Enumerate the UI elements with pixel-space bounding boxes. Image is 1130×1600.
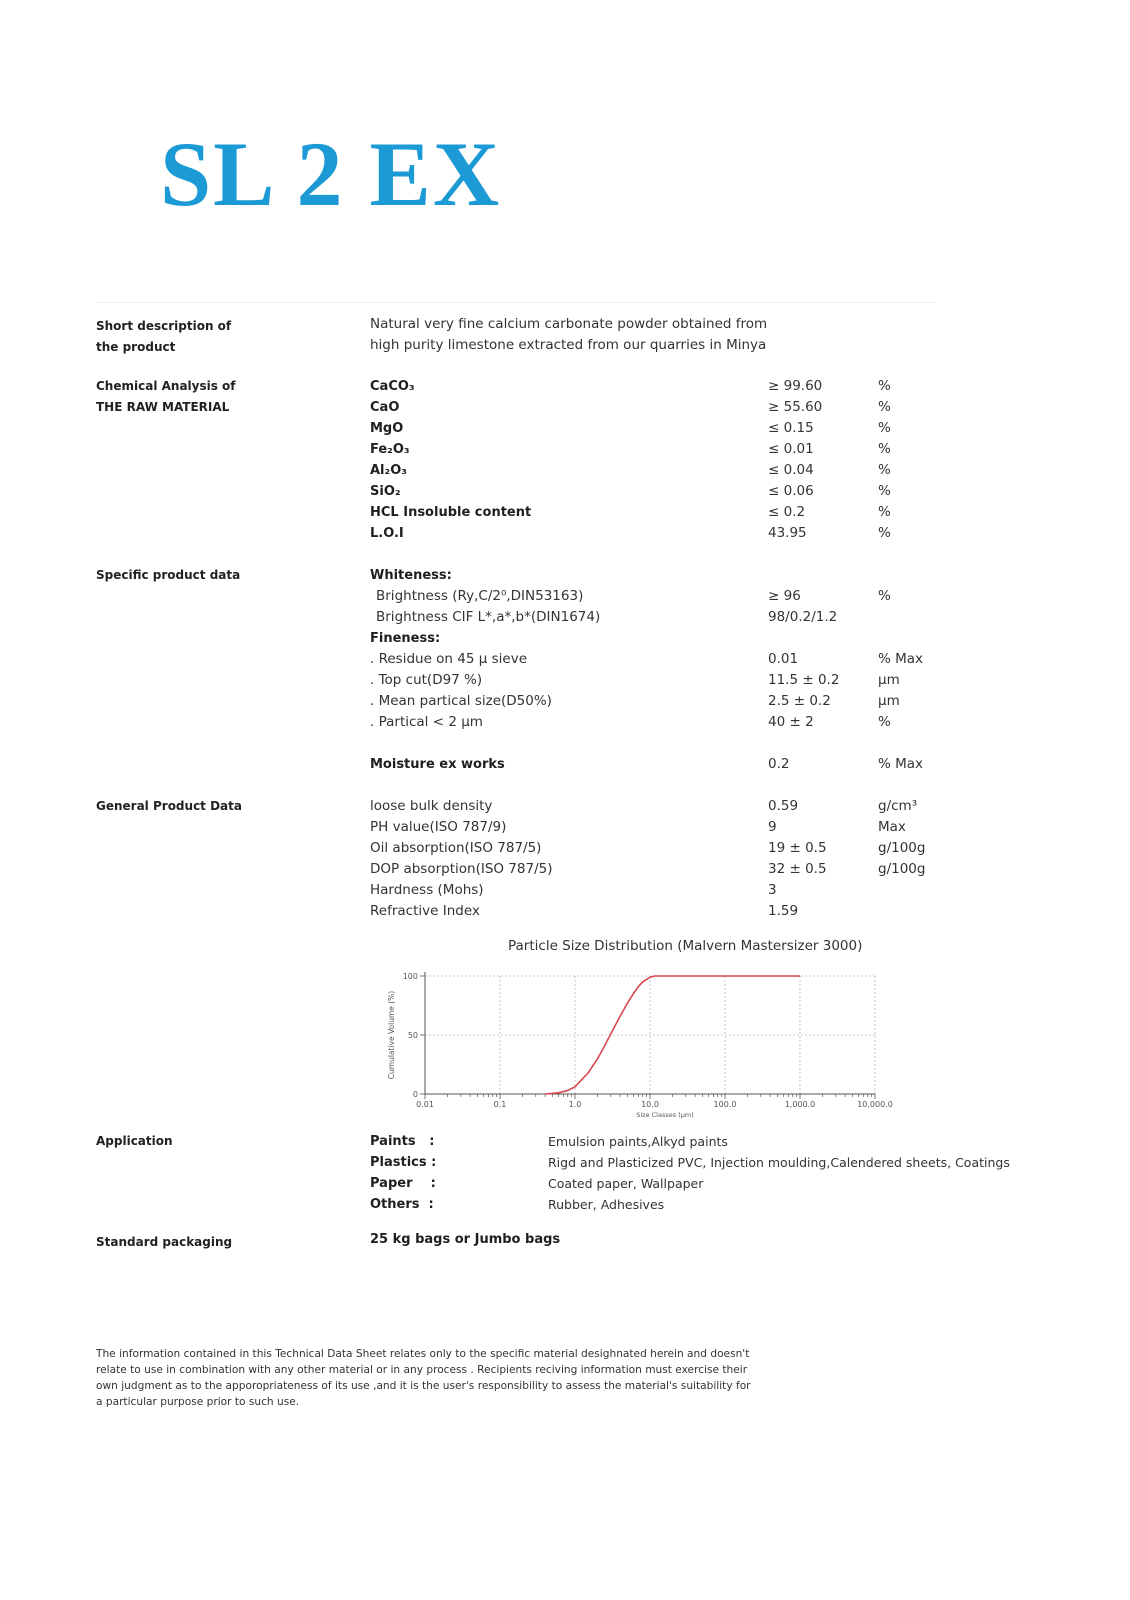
heading-text: Fineness: <box>370 631 441 646</box>
x-axis-label: Size Classes (µm) <box>636 1111 694 1119</box>
row-value: 98/0.2/1.2 <box>768 609 838 625</box>
row-unit: % <box>878 441 891 457</box>
general-row-bulk-density <box>0 796 1130 817</box>
row-value: 1.59 <box>768 903 799 919</box>
row-value: 40 ± 2 <box>768 714 814 730</box>
row-unit: g/100g <box>878 861 926 877</box>
spec-row-moisture <box>0 754 1130 775</box>
row-unit: Max <box>878 819 906 835</box>
application-value: Emulsion paints,Alkyd paints <box>548 1134 728 1149</box>
row-unit: % <box>878 588 891 604</box>
row-value: 0.2 <box>768 756 790 772</box>
spec-row-brightness <box>0 586 1130 607</box>
row-name: Moisture ex works <box>370 757 505 772</box>
application-value: Rubber, Adhesives <box>548 1197 665 1212</box>
row-name: MgO <box>370 421 404 436</box>
spec-row-partical-2um <box>0 712 1130 733</box>
short-description-text <box>370 314 767 356</box>
row-name: Refractive Index <box>370 903 480 919</box>
row-name: DOP absorption(ISO 787/5) <box>370 861 553 877</box>
general-row-oil-absorption <box>0 838 1130 859</box>
chem-row-mgo <box>0 418 1130 439</box>
disclaimer-line: The information contained in this Technical Data Sheet relates only to the specific material desighnated herein and doesn't <box>96 1348 750 1360</box>
specific-product-data-label: Specific product data <box>96 568 241 582</box>
chem-row-cao <box>0 397 1130 418</box>
application-label: Application <box>96 1134 173 1148</box>
application-row-others <box>0 1194 1130 1215</box>
row-name: Brightness CIF L*,a*,b*(DIN1674) <box>376 609 601 625</box>
application-row-paper <box>0 1173 1130 1194</box>
label-line: THE RAW MATERIAL <box>96 400 230 414</box>
application-key: Plastics : <box>370 1155 437 1170</box>
row-name: . Top cut(D97 %) <box>370 672 483 688</box>
row-unit: % <box>878 483 891 499</box>
chem-row-sio2 <box>0 481 1130 502</box>
row-unit: % <box>878 462 891 478</box>
label-line: the product <box>96 340 176 354</box>
row-unit: % <box>878 504 891 520</box>
description-line: high purity limestone extracted from our quarries in Minya <box>370 337 767 353</box>
row-unit: % <box>878 399 891 415</box>
row-name: loose bulk density <box>370 798 493 814</box>
whiteness-heading <box>0 565 1130 586</box>
application-row-plastics <box>0 1152 1130 1173</box>
disclaimer-line: own judgment as to the apporopriateness of its use ,and it is the user's responsibility to assess the material's suitability for <box>96 1380 751 1392</box>
x-tick-label: 1,000.0 <box>784 1100 816 1109</box>
row-unit: % <box>878 420 891 436</box>
row-value: 0.01 <box>768 651 799 667</box>
application-value: Coated paper, Wallpaper <box>548 1176 704 1191</box>
row-name: . Mean partical size(D50%) <box>370 693 552 709</box>
row-value: 2.5 ± 0.2 <box>768 693 831 709</box>
standard-packaging-value: 25 kg bags or Jumbo bags <box>370 1232 561 1247</box>
application-key: Paper : <box>370 1176 436 1191</box>
row-name: Oil absorption(ISO 787/5) <box>370 840 542 856</box>
row-unit: µm <box>878 672 900 688</box>
label-line: Short description of <box>96 319 232 333</box>
row-name: CaCO₃ <box>370 379 415 394</box>
general-row-refractive-index <box>0 901 1130 922</box>
x-tick-label: 10,000.0 <box>857 1100 893 1109</box>
chem-row-al2o3 <box>0 460 1130 481</box>
x-tick-label: 0.1 <box>493 1100 507 1109</box>
row-unit: % Max <box>878 651 924 667</box>
fineness-heading <box>0 628 1130 649</box>
row-name: . Partical < 2 µm <box>370 714 483 730</box>
spec-row-brightness-cif <box>0 607 1130 628</box>
divider-line <box>96 302 936 303</box>
y-axis-label: Cumulative Volume (%) <box>387 990 396 1080</box>
row-value: 43.95 <box>768 525 807 541</box>
row-value: 0.59 <box>768 798 799 814</box>
row-value: ≤ 0.01 <box>768 441 814 457</box>
short-description-label <box>96 316 231 358</box>
disclaimer <box>96 1346 751 1410</box>
x-tick-label: 10.0 <box>641 1100 659 1109</box>
row-unit: µm <box>878 693 900 709</box>
x-tick-label: 0.01 <box>416 1100 434 1109</box>
chem-row-loi <box>0 523 1130 544</box>
row-unit: g/100g <box>878 840 926 856</box>
row-unit: % <box>878 714 891 730</box>
chem-row-fe2o3 <box>0 439 1130 460</box>
label-line: Chemical Analysis of <box>96 379 236 393</box>
heading-text: Whiteness: <box>370 568 452 583</box>
x-tick-label: 1.0 <box>568 1100 582 1109</box>
row-name: L.O.I <box>370 526 404 541</box>
row-value: 9 <box>768 819 777 835</box>
product-title: SL 2 EX <box>160 123 502 225</box>
row-name: PH value(ISO 787/9) <box>370 819 507 835</box>
general-row-hardness <box>0 880 1130 901</box>
y-tick-label: 100 <box>402 972 418 981</box>
application-row-paints <box>0 1131 1130 1152</box>
row-unit: % <box>878 378 891 394</box>
row-value: ≥ 55.60 <box>768 399 823 415</box>
disclaimer-line: relate to use in combination with any other material or in any process . Recipients reciving information must exercise their <box>96 1364 748 1376</box>
row-value: 19 ± 0.5 <box>768 840 827 856</box>
row-value: ≤ 0.04 <box>768 462 814 478</box>
spec-row-top-cut <box>0 670 1130 691</box>
row-value: ≤ 0.15 <box>768 420 814 436</box>
row-name: HCL Insoluble content <box>370 505 532 520</box>
spec-row-residue <box>0 649 1130 670</box>
general-product-data-label: General Product Data <box>96 799 242 813</box>
row-name: Brightness (Ry,C/2⁰,DIN53163) <box>376 588 584 604</box>
spec-row-mean-size <box>0 691 1130 712</box>
row-value: ≤ 0.06 <box>768 483 814 499</box>
application-value: Rigd and Plasticized PVC, Injection moulding,Calendered sheets, Coatings <box>548 1155 1010 1170</box>
standard-packaging-label: Standard packaging <box>96 1235 233 1249</box>
row-value: 32 ± 0.5 <box>768 861 827 877</box>
chem-row-caco3 <box>0 376 1130 397</box>
y-tick-label: 0 <box>412 1090 418 1099</box>
row-name: Hardness (Mohs) <box>370 882 484 898</box>
y-tick-label: 50 <box>407 1031 418 1040</box>
application-key: Others : <box>370 1197 434 1212</box>
disclaimer-line: a particular purpose prior to such use. <box>96 1396 300 1408</box>
row-name: CaO <box>370 400 400 415</box>
general-row-dop-absorption <box>0 859 1130 880</box>
row-name: SiO₂ <box>370 484 401 499</box>
row-name: Fe₂O₃ <box>370 442 410 457</box>
chem-row-hcl <box>0 502 1130 523</box>
row-unit: g/cm³ <box>878 798 918 814</box>
row-name: . Residue on 45 µ sieve <box>370 651 528 667</box>
general-row-ph <box>0 817 1130 838</box>
particle-size-chart <box>380 958 900 1123</box>
row-unit: % <box>878 525 891 541</box>
row-name: Al₂O₃ <box>370 463 407 478</box>
row-value: 11.5 ± 0.2 <box>768 672 840 688</box>
row-value: ≥ 96 <box>768 588 801 604</box>
row-value: 3 <box>768 882 777 898</box>
row-value: ≤ 0.2 <box>768 504 806 520</box>
chart-title: Particle Size Distribution (Malvern Mastersizer 3000) <box>508 938 863 954</box>
application-key: Paints : <box>370 1134 435 1149</box>
description-line: Natural very fine calcium carbonate powder obtained from <box>370 316 768 332</box>
row-value: ≥ 99.60 <box>768 378 823 394</box>
x-tick-label: 100.0 <box>713 1100 737 1109</box>
row-unit: % Max <box>878 756 924 772</box>
